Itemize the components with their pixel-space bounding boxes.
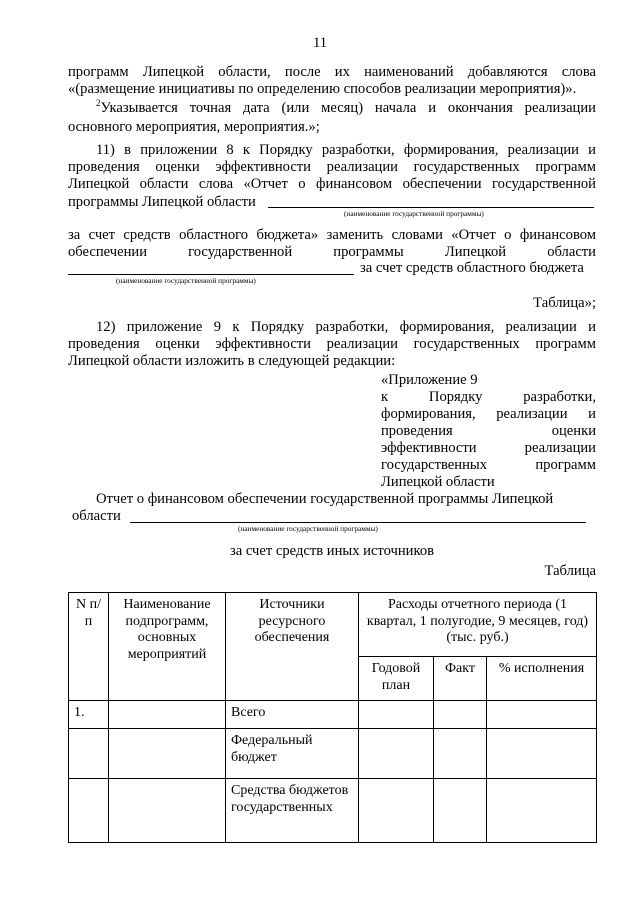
item-12-line: 12) приложение 9 к Порядку разработки, формирования, реализации и xyxy=(96,319,596,335)
table-row xyxy=(69,779,597,843)
word: государственной xyxy=(188,244,293,260)
cell-num xyxy=(69,729,109,779)
header-num: N п/п xyxy=(69,593,109,701)
footnote-line: основного мероприятия, мероприятия.»; xyxy=(68,119,320,135)
table-label: Таблица xyxy=(544,563,596,579)
cell-percent xyxy=(487,779,597,843)
item-11-line: Липецкой области слова «Отчет о финансовом обеспечении государственной xyxy=(68,176,596,192)
cell-num: 1. xyxy=(69,701,109,729)
footnote-marker: 2 xyxy=(96,98,101,108)
appendix-line: Липецкой области xyxy=(381,474,495,490)
cell-source: Средства бюджетов государственных xyxy=(226,779,359,843)
report-title-line: за счет средств иных источников xyxy=(229,543,435,559)
word: области xyxy=(547,244,596,260)
word: Порядку xyxy=(428,389,483,405)
word: Липецкой xyxy=(444,244,507,260)
table-row xyxy=(69,729,597,779)
cell-percent xyxy=(487,729,597,779)
cell-percent xyxy=(487,701,597,729)
word: оценки xyxy=(551,423,596,439)
header-name: Наименование подпрограмм, основных мероприятий xyxy=(109,593,226,701)
item-12-line: Липецкой области изложить в следующей редакции: xyxy=(68,353,396,369)
page-number: 11 xyxy=(312,35,328,51)
item-11-line: Таблица»; xyxy=(533,295,596,311)
word: и xyxy=(588,406,596,422)
paragraph-a-line: «(размещение инициативы по определению способов реализации мероприятия)». xyxy=(68,81,577,97)
appendix-line xyxy=(381,457,596,474)
header-percent: % исполнения xyxy=(487,657,597,701)
cell-name xyxy=(109,729,226,779)
cell-name xyxy=(109,779,226,843)
cell-num xyxy=(69,779,109,843)
word: государственных xyxy=(381,457,488,473)
item-11-line: за счет средств областного бюджета xyxy=(360,260,584,276)
word: обеспечении xyxy=(68,244,148,260)
financial-report-table xyxy=(68,592,597,843)
cell-plan xyxy=(359,729,434,779)
word: проведения xyxy=(381,423,453,439)
word: к xyxy=(381,389,389,405)
cell-source: Всего xyxy=(226,701,359,729)
table-row xyxy=(69,701,597,729)
table-header-row xyxy=(69,593,597,657)
program-name-caption: (наименование государственной программы) xyxy=(238,524,378,533)
item-11-line: программы Липецкой области xyxy=(68,194,256,210)
appendix-line: «Приложение 9 xyxy=(381,372,478,388)
program-name-blank xyxy=(68,274,354,275)
cell-plan xyxy=(359,779,434,843)
header-plan: Годовой план xyxy=(359,657,434,701)
word: реализации xyxy=(524,440,596,456)
appendix-line xyxy=(381,423,596,440)
program-name-caption: (наименование государственной программы) xyxy=(344,209,484,218)
appendix-line xyxy=(381,406,596,423)
header-fact: Факт xyxy=(434,657,487,701)
footnote-line xyxy=(96,100,596,117)
report-title-line: Отчет о финансовом обеспечении государственной программы Липецкой xyxy=(96,491,554,507)
item-11-line: проведения оценки эффективности реализации государственных программ xyxy=(68,159,596,175)
cell-fact xyxy=(434,701,487,729)
cell-source: Федеральный бюджет xyxy=(226,729,359,779)
cell-fact xyxy=(434,779,487,843)
item-11-line: за счет средств областного бюджета» заменить словами «Отчет о финансовом xyxy=(68,227,596,243)
word: программы xyxy=(333,244,404,260)
appendix-line xyxy=(381,440,596,457)
program-name-blank xyxy=(130,522,586,523)
item-12-line: проведения оценки эффективности реализации государственных программ xyxy=(68,336,596,352)
word: реализации xyxy=(496,406,568,422)
word: эффективности xyxy=(381,440,477,456)
program-name-blank xyxy=(268,207,594,208)
appendix-line xyxy=(381,389,596,406)
header-sources: Источники ресурсного обеспечения xyxy=(226,593,359,701)
item-11-line xyxy=(68,244,596,261)
paragraph-a-line: программ Липецкой области, после их наименований добавляются слова xyxy=(68,64,596,80)
header-expenses: Расходы отчетного периода (1 квартал, 1 полугодие, 9 месяцев, год) (тыс. руб.) xyxy=(359,593,597,657)
cell-plan xyxy=(359,701,434,729)
word: разработки, xyxy=(523,389,596,405)
cell-fact xyxy=(434,729,487,779)
footnote-text: Указывается точная дата (или месяц) начала и окончания реализации xyxy=(100,100,596,116)
word: программ xyxy=(535,457,596,473)
cell-name xyxy=(109,701,226,729)
report-title-line: области xyxy=(72,508,121,524)
item-11-line: 11) в приложении 8 к Порядку разработки, формирования, реализации и xyxy=(96,142,596,158)
program-name-caption: (наименование государственной программы) xyxy=(116,276,256,285)
word: формирования, xyxy=(381,406,476,422)
